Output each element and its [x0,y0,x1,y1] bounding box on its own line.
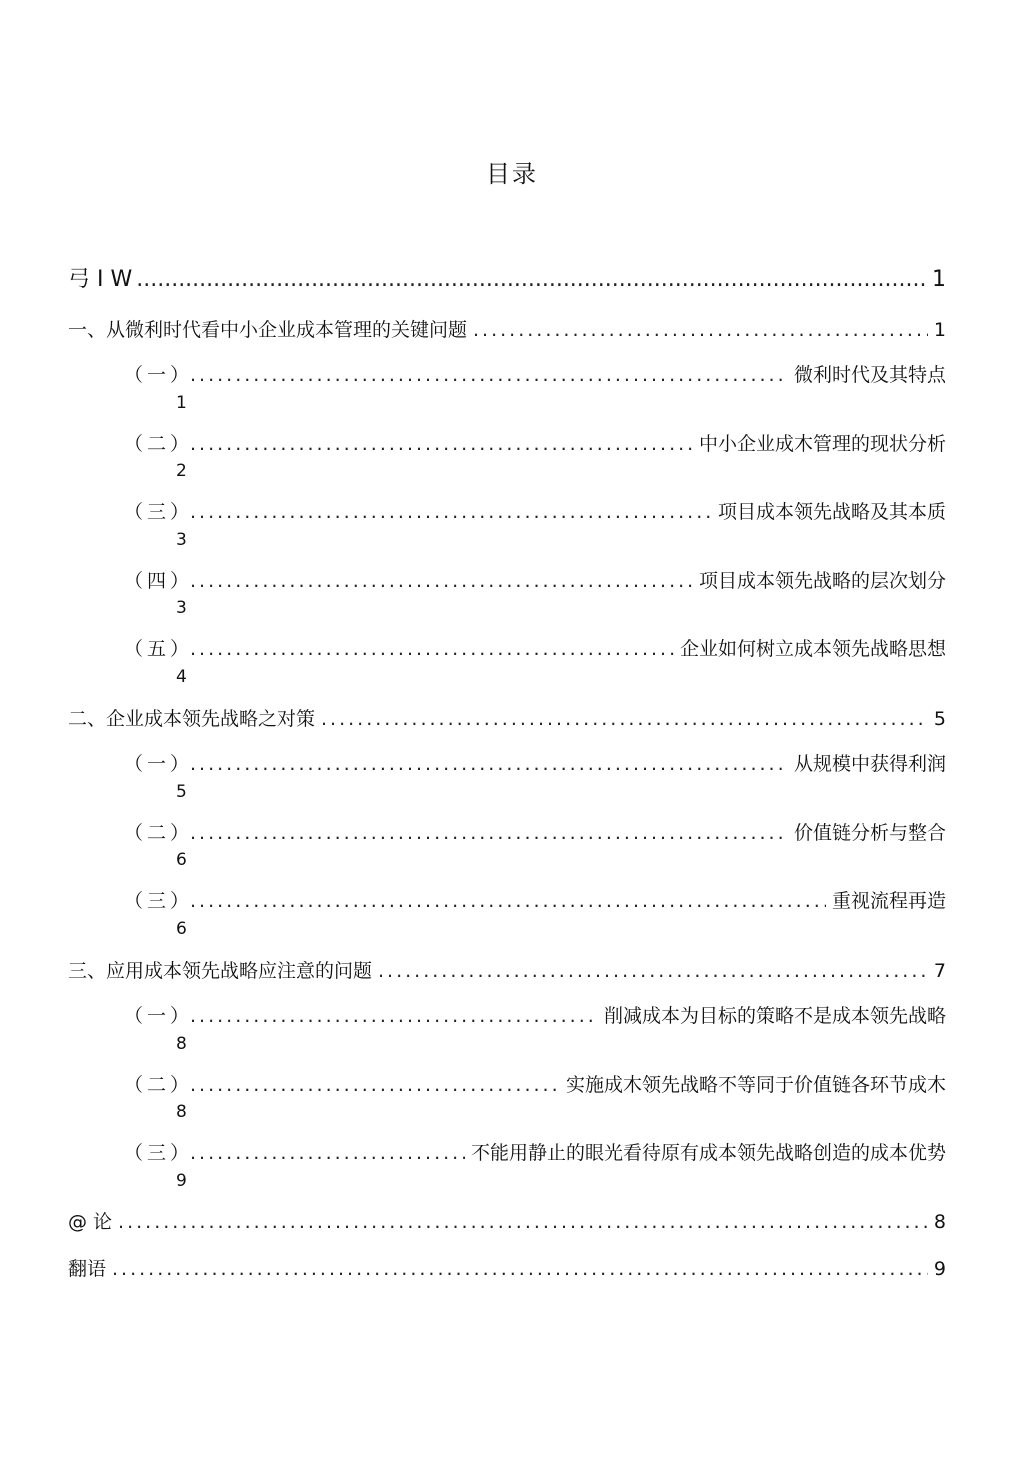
toc-page-number: 4 [176,667,187,687]
toc-page-number: 2 [176,461,187,481]
toc-subentry-title: 微利时代及其特点 [793,364,946,386]
toc-subentry-label: （三） [124,1142,194,1164]
toc-subentry-label: （一） [124,753,194,775]
dot-leader [190,500,712,524]
toc-subentry[interactable] [124,432,946,456]
toc-page-number: 1 [932,267,946,292]
dot-leader [190,821,788,845]
toc-subentry-label: （三） [124,890,194,912]
toc-entry-label: 弓 I W [68,267,133,292]
toc-subentry[interactable] [124,1073,946,1097]
toc-page-number: 8 [176,1034,187,1054]
toc-subentry[interactable] [124,500,946,524]
toc-page-number: 6 [176,919,187,939]
dot-leader [190,1141,465,1165]
toc-subentry-title: 重视流程再造 [831,890,946,912]
dot-leader [112,1257,928,1281]
toc-subentry[interactable] [124,1004,946,1028]
dot-leader [190,363,788,387]
toc-subentry-title: 中小企业成木管理的现状分析 [698,433,946,455]
toc-entry-intro[interactable] [68,268,946,292]
toc-page-number: 8 [933,1211,946,1233]
toc-subentry-label: （三） [124,501,194,523]
toc-subentry[interactable] [124,752,946,776]
page-title: 目录 [486,160,538,188]
toc-page-number: 8 [176,1102,187,1122]
toc-entry-label: 二、企业成本领先战略之对策 [68,708,316,730]
toc-subentry[interactable] [124,889,946,913]
dot-leader [190,889,826,913]
toc-subentry-title: 项目成本领先战略及其本质 [717,501,946,523]
toc-entry-label: 三、应用成本领先战略应注意的问题 [68,960,373,982]
toc-subentry-title: 不能用静止的眼光看待原有成本领先战略创造的成本优势 [470,1142,946,1164]
toc-page-number: 3 [176,530,187,550]
toc-subentry-label: （一） [124,1005,194,1027]
toc-subentry-label: （二） [124,433,194,455]
toc-entry-label: @ 论 [68,1211,113,1233]
dot-leader [321,707,928,731]
toc-entry-label: 翻语 [68,1258,107,1280]
toc-page-number: 5 [933,708,946,730]
dot-leader [473,318,928,342]
toc-subentry[interactable] [124,569,946,593]
toc-subentry-title: 企业如何树立成本领先战略思想 [679,638,946,660]
dot-leader [378,959,928,983]
dot-leader [190,752,788,776]
toc-subentry[interactable] [124,821,946,845]
toc-page-number: 1 [933,319,946,341]
toc-subentry-label: （二） [124,1074,194,1096]
toc-entry-section-3[interactable] [68,959,946,983]
dot-leader [190,1073,560,1097]
dot-leader [118,1210,928,1234]
toc-entry-label: 一、从微利时代看中小企业成本管理的关键问题 [68,319,468,341]
toc-subentry-title: 实施成木领先战略不等同于价值链各环节成木 [565,1074,946,1096]
toc-page-number: 9 [176,1171,187,1191]
toc-subentry-label: （四） [124,570,194,592]
toc-subentry-label: （五） [124,638,194,660]
toc-entry-thanks[interactable] [68,1257,946,1281]
toc-entry-section-2[interactable] [68,707,946,731]
toc-subentry[interactable] [124,637,946,661]
toc-subentry-label: （二） [124,822,194,844]
toc-entry-conclusion[interactable] [68,1210,946,1234]
toc-page-number: 3 [176,598,187,618]
toc-page-number: 6 [176,850,187,870]
toc-page-number: 5 [176,782,187,802]
dot-leader [136,268,928,292]
toc-subentry-title: 价值链分析与整合 [793,822,946,844]
toc-page-number: 9 [933,1258,946,1280]
toc-subentry-label: （一） [124,364,194,386]
toc-page-number: 1 [176,393,187,413]
toc-entry-section-1[interactable] [68,318,946,342]
toc-subentry-title: 从规模中获得利润 [793,753,946,775]
dot-leader [190,569,693,593]
dot-leader [190,637,674,661]
toc-subentry-title: 项目成本领先战略的层次划分 [698,570,946,592]
toc-subentry[interactable] [124,363,946,387]
toc-subentry[interactable] [124,1141,946,1165]
dot-leader [190,1004,598,1028]
dot-leader [190,432,693,456]
toc-subentry-title: 削减成本为目标的策略不是成本领先战略 [603,1005,946,1027]
toc-page-number: 7 [933,960,946,982]
